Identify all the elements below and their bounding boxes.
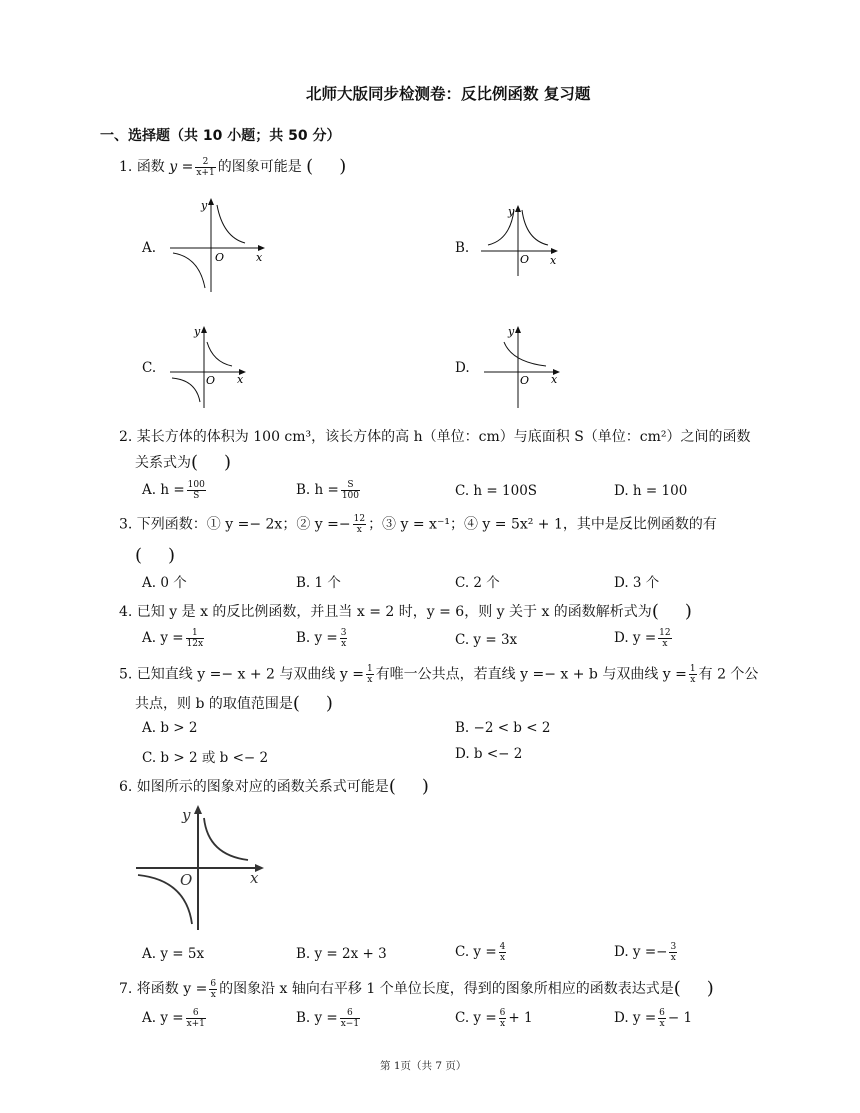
q1-graph-c [168, 322, 253, 410]
q6-option-a: A. y = 5x [142, 946, 205, 962]
fraction: $\frac{2}{x+1}$ [196, 156, 215, 178]
svg-text:y: y [508, 205, 515, 218]
q5-option-a: A. b > 2 [142, 720, 198, 736]
question-3-paren: ( ) [135, 545, 176, 566]
q3-option-a: A. 0 个 [142, 575, 187, 591]
question-2-line2: 关系式为( ) [135, 452, 232, 473]
q1-option-a-label: A. [142, 240, 157, 256]
svg-text:O: O [520, 374, 530, 387]
q2-option-c: C. h = 100S [455, 483, 538, 499]
q7-option-d: D. y = $\frac{6}{x}$ − 1 [614, 1008, 693, 1029]
q1-graph-a [165, 195, 275, 295]
q1-graph-d [482, 322, 567, 410]
q7-option-c: C. y = $\frac{6}{x}$ + 1 [455, 1008, 533, 1029]
svg-text:x: x [551, 373, 558, 386]
svg-text:O: O [206, 374, 216, 387]
svg-text:y: y [194, 325, 201, 338]
question-7: 7. 将函数 y = $\frac{6}{x}$ 的图象沿 x 轴向右平移 1 个单位长度，得到的图象所相应的函数表达式是( ) [119, 978, 714, 1000]
question-2: 2. 某长方体的体积为 100 cm³，该长方体的高 h（单位：cm）与底面积 S（单位：cm²）之间的函数 [119, 429, 751, 445]
q3-option-c: C. 2 个 [455, 575, 500, 591]
q5-option-b: B. −2 < b < 2 [455, 720, 551, 736]
q3-option-d: D. 3 个 [614, 575, 660, 591]
q7-option-a: A. y = $\frac{6}{x+1}$ [142, 1008, 205, 1029]
q4-option-c: C. y = 3x [455, 632, 518, 648]
svg-text:x: x [237, 373, 244, 386]
q5-option-c: C. b > 2 或 b <− 2 [142, 750, 269, 766]
q3-option-b: B. 1 个 [296, 575, 341, 591]
y-axis-label: y [201, 199, 208, 212]
q1-option-d-label: D. [455, 360, 470, 376]
question-3: 3. 下列函数：① y =− 2x；② y =− $\frac{12}{x}$ ；③ y = x⁻¹；④ y = 5x² + 1，其中是反比例函数的有 [119, 514, 717, 535]
svg-text:x: x [250, 869, 259, 887]
svg-text:y: y [182, 806, 191, 824]
q5-option-d: D. b <− 2 [455, 746, 523, 762]
q1-option-b-label: B. [455, 240, 470, 256]
page-title: 北师大版同步检测卷：反比例函数 复习题 [306, 85, 591, 103]
q2-option-d: D. h = 100 [614, 483, 688, 499]
svg-text:O: O [180, 871, 193, 889]
question-6: 6. 如图所示的图象对应的函数关系式可能是( ) [119, 776, 429, 797]
q4-option-b: B. y = $\frac{3}{x}$ [296, 628, 347, 649]
question-1: 1. 函数 y = $\frac{2}{x+1}$ 的图象可能是 ( ) [119, 156, 347, 178]
q6-option-b: B. y = 2x + 3 [296, 946, 387, 962]
svg-text:O: O [520, 253, 530, 266]
question-5-line2: 共点，则 b 的取值范围是( ) [135, 693, 333, 714]
q1-option-c-label: C. [142, 360, 157, 376]
q6-option-d: D. y =− $\frac{3}{x}$ [614, 942, 677, 963]
question-4: 4. 已知 y 是 x 的反比例函数，并且当 x = 2 时，y = 6，则 y 关于 x 的函数解析式为( ) [119, 601, 692, 622]
q2-option-b: B. h = $\frac{S}{100}$ [296, 480, 359, 501]
svg-text:x: x [550, 254, 557, 267]
svg-text:y: y [508, 325, 515, 338]
origin-label: O [215, 251, 225, 264]
page-footer: 第 1页（共 7 页） [380, 1060, 467, 1072]
x-axis-label: x [256, 251, 263, 264]
question-5: 5. 已知直线 y =− x + 2 与双曲线 y = $\frac{1}{x}$ 有唯一公共点，若直线 y =− x + b 与双曲线 y = $\frac{1}{x}$ 有 2 个公 [119, 664, 759, 685]
q1-graph-b [478, 202, 568, 277]
q7-option-b: B. y = $\frac{6}{x-1}$ [296, 1008, 360, 1029]
q6-graph [130, 800, 270, 935]
section-heading: 一、选择题（共 10 小题；共 50 分） [100, 128, 341, 144]
q4-option-a: A. y = $\frac{1}{12x}$ [142, 628, 204, 649]
q2-option-a: A. h = $\frac{100}{S}$ [142, 480, 205, 501]
q4-option-d: D. y = $\frac{12}{x}$ [614, 628, 671, 649]
q6-option-c: C. y = $\frac{4}{x}$ [455, 942, 506, 963]
